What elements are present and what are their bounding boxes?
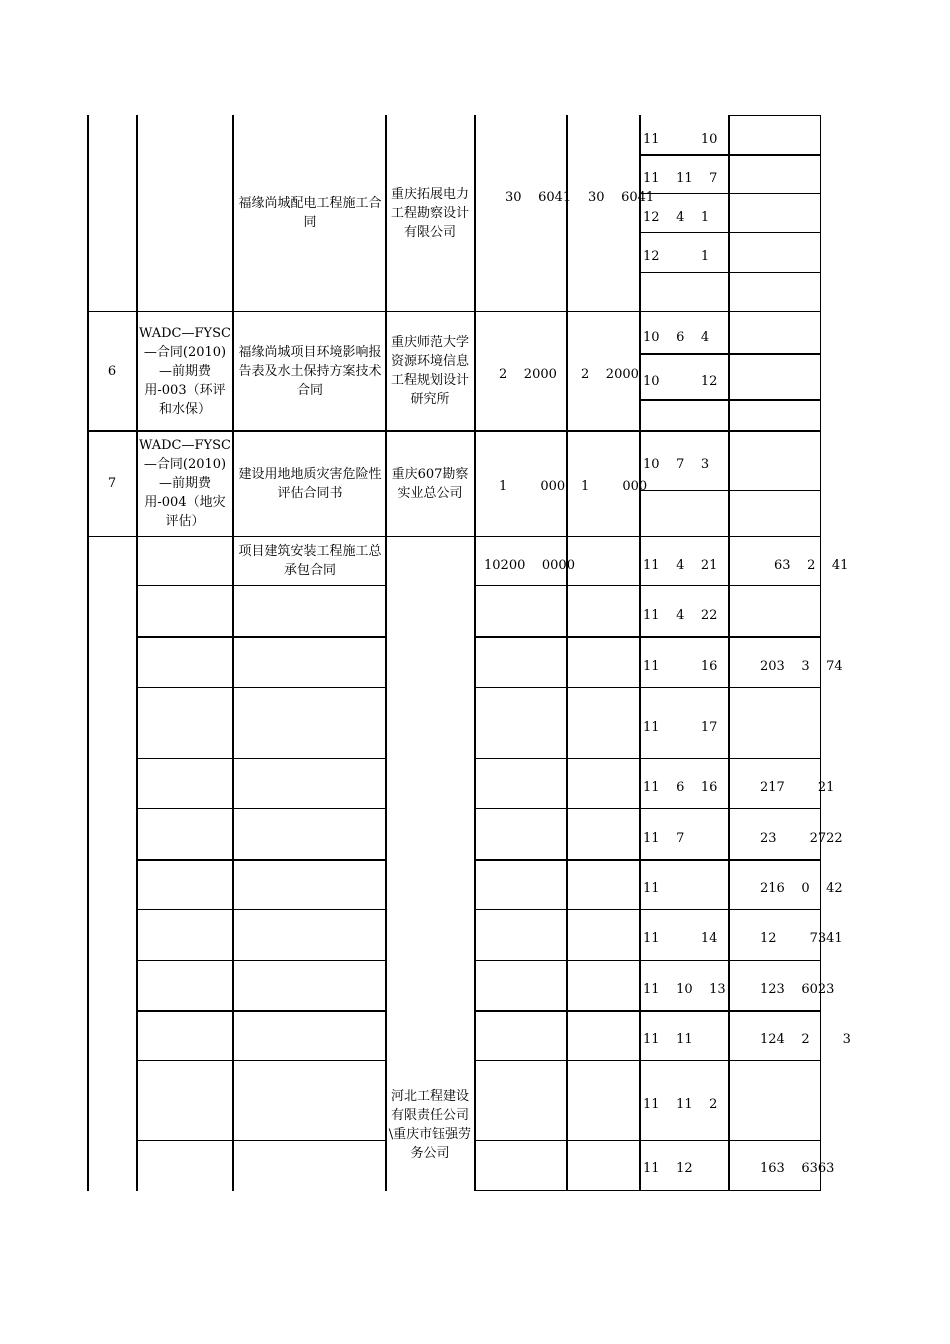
party-cell: 河北工程建设有限责任公司\重庆市钰强劳务公司: [388, 1089, 472, 1161]
row-line: [474, 687, 821, 688]
row-line-top: [728, 115, 821, 116]
row-line: [136, 585, 386, 586]
row-line: [639, 399, 821, 401]
contract-code-cell: WADC—FYSC—合同(2010)—前期费用-003（环评和水保）: [139, 325, 231, 417]
amount-cell: 2 2000: [499, 367, 557, 382]
payment-date: 10 12: [643, 374, 718, 389]
row-line: [474, 909, 821, 910]
row-line: [474, 859, 821, 861]
row-line: [136, 909, 386, 910]
col-line-f: [566, 115, 568, 1191]
payment-date: 11 6 16: [643, 780, 718, 795]
payment-date: 11 10: [643, 132, 718, 147]
payment-amount: 12 7341: [760, 931, 843, 946]
row-line: [136, 1010, 386, 1012]
row-line: [639, 232, 821, 233]
payment-date: 11 10 13: [643, 982, 726, 997]
contract-name-cell: 项目建筑安装工程施工总承包合同: [238, 544, 382, 578]
party-cell: 重庆拓展电力工程勘察设计有限公司: [390, 186, 469, 240]
col-line-i: [820, 115, 821, 1191]
contract-code-cell: WADC—FYSC—合同(2010)—前期费用-004（地灾评估）: [139, 438, 231, 529]
row-line: [639, 193, 821, 194]
payment-date: 12 4 1: [643, 210, 710, 225]
row-line-bottom: [474, 1190, 821, 1191]
col-line-c: [232, 115, 234, 1191]
row-line: [136, 687, 386, 688]
row-index: 6: [107, 363, 117, 379]
row-line: [474, 960, 821, 961]
col-line-g: [639, 115, 641, 1191]
payment-date: 12 1: [643, 249, 710, 264]
payment-amount: 124 2 3: [760, 1032, 851, 1047]
row-line: [136, 960, 386, 961]
row-line: [474, 1140, 821, 1141]
payment-date: 10 7 3: [643, 457, 710, 472]
row-line: [474, 585, 821, 586]
payment-amount: 23 2722: [760, 831, 843, 846]
col-line-b: [136, 115, 138, 1191]
row-line: [136, 808, 386, 809]
amount-cell: 1 000: [581, 479, 648, 494]
payment-date: 11 11 2: [643, 1097, 718, 1112]
amount-cell: 1 000: [499, 479, 566, 494]
payment-date: 11 7: [643, 831, 685, 846]
amount-cell: 30 6041: [505, 190, 572, 205]
amount-cell: 2 2000: [581, 367, 639, 382]
row-line: [474, 636, 821, 638]
payment-amount: 203 3 74: [760, 659, 843, 674]
col-line-h: [728, 115, 730, 1191]
party-cell: 重庆师范大学资源环境信息工程规划设计研究所: [390, 335, 469, 407]
payment-amount: 217 21: [760, 780, 835, 795]
contract-name-cell: 福缘尚城配电工程施工合同: [238, 196, 382, 230]
payment-amount: 216 0 42: [760, 881, 843, 896]
row-line: [136, 636, 386, 638]
payment-date: 11 11: [643, 1032, 693, 1047]
row-line: [136, 859, 386, 861]
payment-date: 11 4 22: [643, 608, 718, 623]
col-line-d: [385, 115, 387, 1191]
col-line-a: [87, 115, 89, 1191]
row-line: [136, 758, 386, 759]
row-line: [639, 353, 821, 355]
payment-date: 11 17: [643, 720, 718, 735]
payment-amount: 63 2 41: [774, 558, 849, 573]
row-line: [136, 1140, 386, 1141]
amount-cell: 30 6041: [588, 190, 655, 205]
col-line-e: [474, 115, 476, 1191]
party-cell: 重庆607勘察实业总公司: [391, 466, 469, 501]
row-line: [474, 808, 821, 809]
payment-date: 11 14: [643, 931, 718, 946]
contract-name-cell: 福缘尚城项目环境影响报告表及水土保持方案技术合同: [238, 344, 382, 398]
payment-amount: 123 6023: [760, 982, 835, 997]
row-index: 7: [107, 476, 117, 491]
row-line: [87, 536, 821, 537]
row-line: [639, 154, 821, 156]
payment-date: 11 12: [643, 1161, 693, 1176]
row-line: [639, 272, 821, 273]
row-line: [474, 1060, 821, 1061]
contract-name-cell: 建设用地地质灾害危险性评估合同书: [238, 466, 382, 501]
payment-amount: 163 6363: [760, 1161, 835, 1176]
payment-date: 11 4 21: [643, 558, 718, 573]
payment-date: 11 11 7: [643, 171, 718, 186]
payment-date: 10 6 4: [643, 330, 710, 345]
payment-date: 11 16: [643, 659, 718, 674]
payment-date: 11: [643, 881, 660, 896]
row-line: [474, 1010, 821, 1012]
row-line: [474, 758, 821, 759]
row-line: [639, 490, 821, 491]
row-line: [136, 1060, 386, 1061]
amount-cell: 10200 0000: [484, 558, 575, 573]
